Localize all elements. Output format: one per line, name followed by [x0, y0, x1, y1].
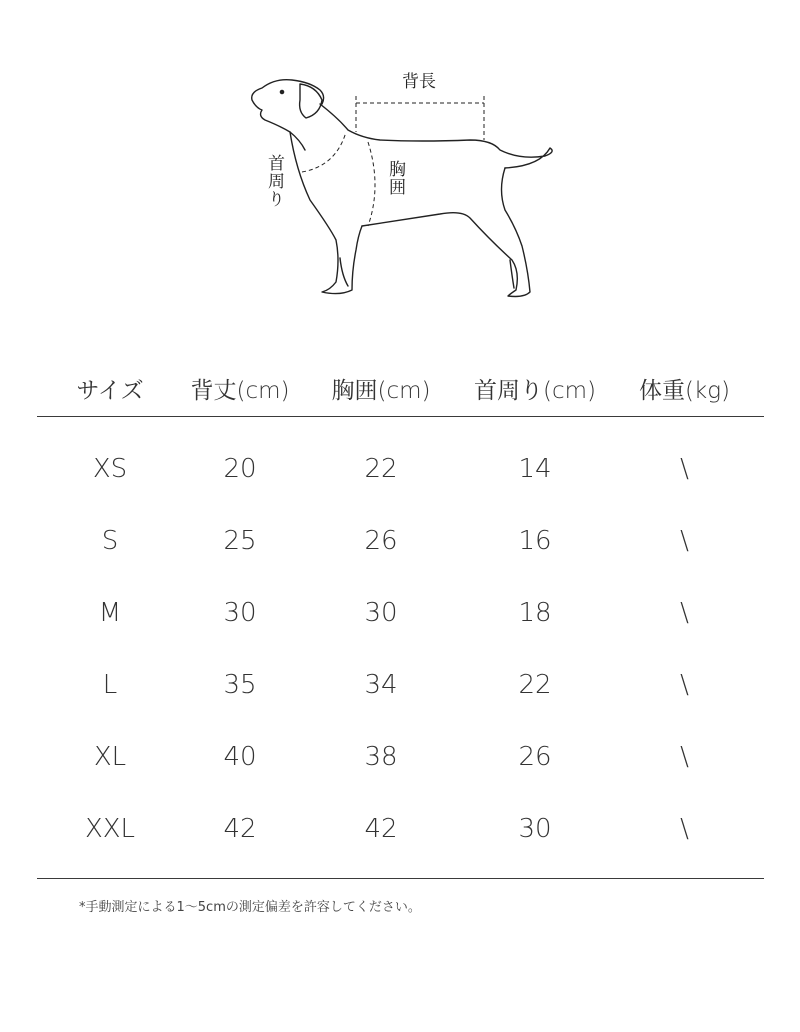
header-back-length: 背丈(cm) — [190, 377, 290, 404]
weight-cell: \ — [680, 814, 689, 844]
neck-cell: 30 — [518, 814, 552, 844]
neck-cell: 16 — [518, 526, 552, 556]
chest-cell: 42 — [364, 814, 398, 844]
back-length-cell: 42 — [223, 814, 257, 844]
size-cell: XXL — [84, 814, 136, 844]
header-weight: 体重(kg) — [638, 377, 731, 404]
neck-cell: 14 — [518, 454, 552, 484]
measurement-note: *手動測定による1〜5cmの測定偏差を許容してください。 — [79, 900, 421, 915]
size-cell: L — [102, 670, 118, 700]
neck-cell: 22 — [518, 670, 552, 700]
chest-cell: 38 — [364, 742, 398, 772]
table-row — [37, 577, 764, 649]
table-row — [37, 433, 764, 505]
back-length-cell: 20 — [223, 454, 257, 484]
size-cell: S — [101, 526, 119, 556]
table-row — [37, 793, 764, 865]
chest-cell: 22 — [364, 454, 398, 484]
chest-cell: 34 — [364, 670, 398, 700]
weight-cell: \ — [680, 598, 689, 628]
table-row — [37, 505, 764, 577]
size-chart-table — [37, 360, 764, 879]
table-row — [37, 721, 764, 793]
size-cell: XL — [93, 742, 127, 772]
neck-cell: 18 — [518, 598, 552, 628]
size-cell: M — [98, 598, 122, 628]
back-length-cell: 30 — [223, 598, 257, 628]
table-body — [37, 417, 764, 878]
back-length-cell: 25 — [223, 526, 257, 556]
weight-cell: \ — [680, 742, 689, 772]
dog-measurement-diagram — [0, 0, 800, 320]
weight-cell: \ — [680, 526, 689, 556]
back-length-cell: 40 — [223, 742, 257, 772]
table-header-row — [37, 360, 764, 416]
back-length-cell: 35 — [223, 670, 257, 700]
weight-cell: \ — [680, 670, 689, 700]
weight-cell: \ — [680, 454, 689, 484]
table-row — [37, 649, 764, 721]
neck-cell: 26 — [518, 742, 552, 772]
chest-cell: 30 — [364, 598, 398, 628]
chest-label: 胸囲 — [385, 160, 405, 196]
header-neck: 首周り(cm) — [474, 377, 596, 404]
back-length-label: 背長 — [402, 72, 436, 92]
chest-cell: 26 — [364, 526, 398, 556]
size-cell: XS — [92, 454, 128, 484]
neck-label: 首周り — [264, 154, 284, 208]
header-size: サイズ — [76, 377, 144, 404]
header-chest: 胸囲(cm) — [331, 377, 431, 404]
footer-divider — [37, 878, 764, 879]
